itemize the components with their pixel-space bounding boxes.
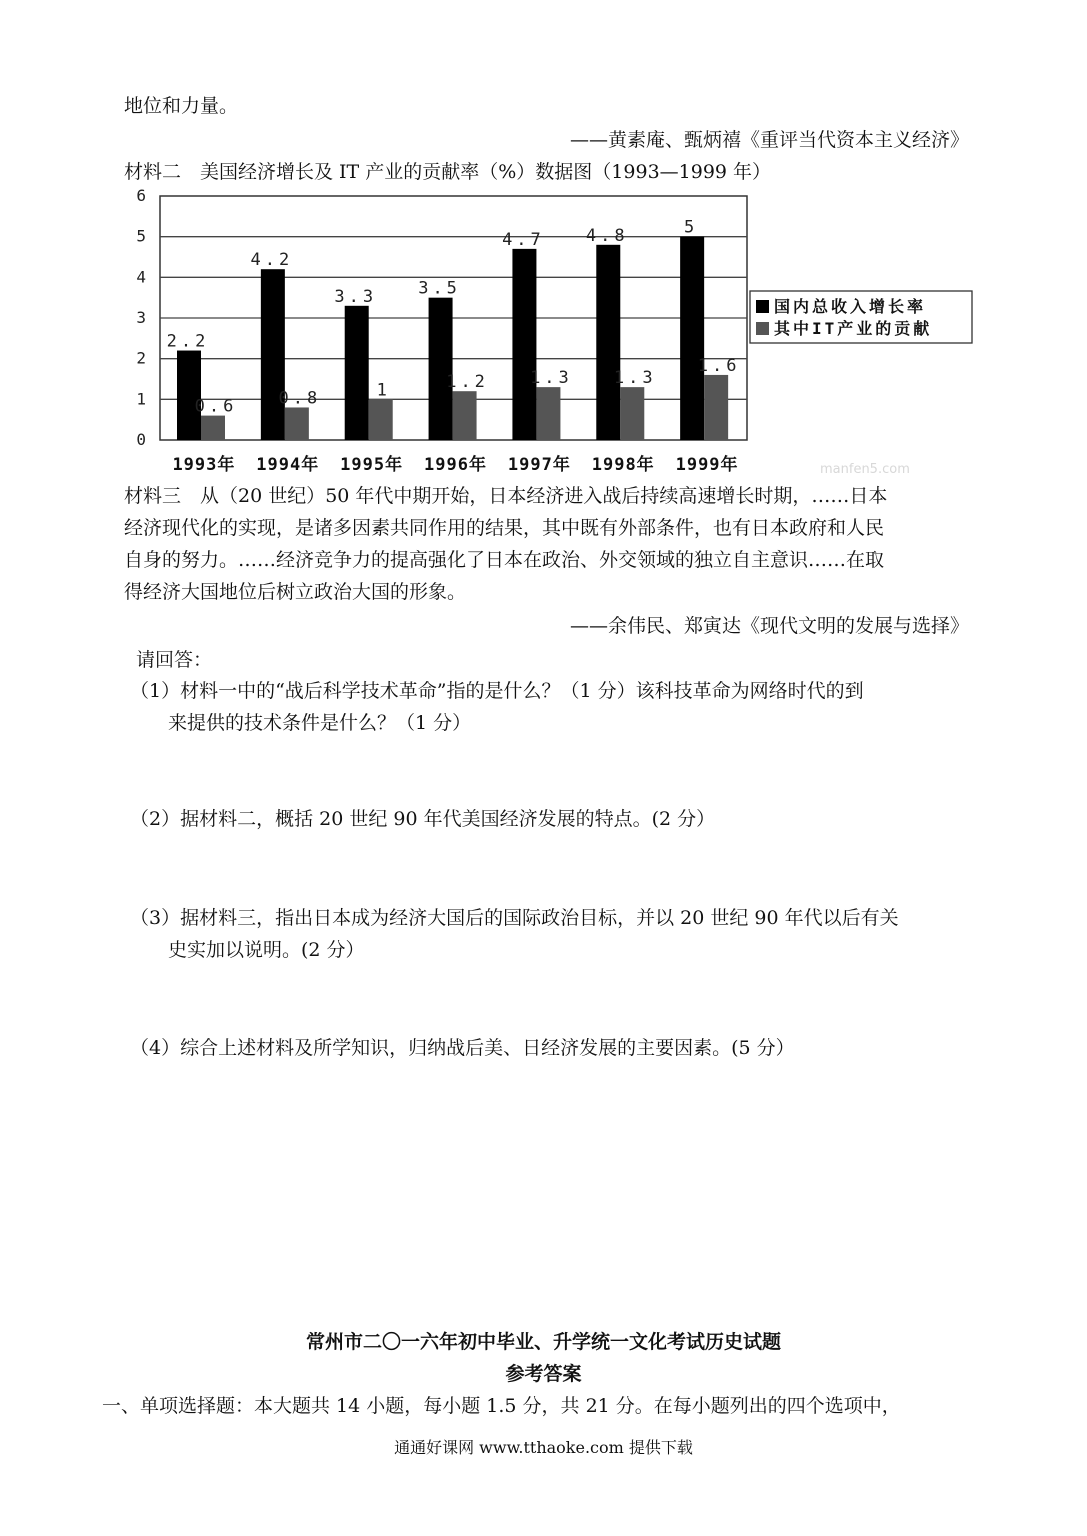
y-tick-label: 4 xyxy=(136,267,146,287)
data-label: 4.8 xyxy=(585,225,629,246)
question-three: （3）据材料三，指出日本成为经济大国后的国际政治目标，并以 20 世纪 90 年代以后有关 xyxy=(130,907,899,929)
question-two: （2）据材料二，概括 20 世纪 90 年代美国经济发展的特点。(2 分） xyxy=(130,808,716,830)
question-three-cont: 史实加以说明。(2 分） xyxy=(168,939,365,961)
bar-gdp xyxy=(429,298,453,440)
prompt-label: 请回答： xyxy=(136,649,213,671)
data-label: 5 xyxy=(684,217,699,238)
question-one-cont: 来提供的技术条件是什么？（1 分） xyxy=(168,712,472,734)
material-two-title: 材料二 美国经济增长及 IT 产业的贡献率（%）数据图（1993—1999 年） xyxy=(124,161,772,183)
question-four: （4）综合上述材料及所学知识，归纳战后美、日经济发展的主要因素。(5 分） xyxy=(130,1037,795,1059)
data-label: 0.6 xyxy=(194,396,238,417)
data-label: 1.2 xyxy=(446,372,489,393)
legend-swatch xyxy=(756,300,769,313)
y-tick-label: 3 xyxy=(136,308,146,327)
data-label: 0.8 xyxy=(278,388,322,409)
x-tick-label: 1995年 xyxy=(340,455,404,475)
bar-gdp xyxy=(512,249,536,440)
material-three-line: 自身的努力。……经济竞争力的提高强化了日本在政治、外交领域的独立自主意识……在取 xyxy=(124,549,885,571)
x-tick-label: 1993年 xyxy=(172,455,236,475)
y-tick-label: 1 xyxy=(136,389,146,409)
legend-label: 国内总收入增长率 xyxy=(774,297,927,316)
citation: ——黄素庵、甄炳禧《重评当代资本主义经济》 xyxy=(569,129,969,151)
data-label: 1.3 xyxy=(530,368,573,389)
bar-it xyxy=(704,375,728,440)
material-three-line: 得经济大国地位后树立政治大国的形象。 xyxy=(124,581,467,603)
data-label: 2.2 xyxy=(166,331,210,352)
watermark: manfen5.com xyxy=(820,462,910,477)
data-label: 1.6 xyxy=(697,355,741,376)
data-label: 3.3 xyxy=(334,286,378,307)
y-tick-label: 0 xyxy=(136,430,146,449)
footer: 通通好课网 www.tthaoke.com 提供下载 xyxy=(394,1438,693,1457)
data-label: 4.7 xyxy=(502,229,545,250)
bar-it xyxy=(536,387,560,440)
x-tick-label: 1996年 xyxy=(424,455,487,475)
y-tick-label: 6 xyxy=(136,186,146,205)
bar-gdp xyxy=(680,237,704,440)
answer-title: 常州市二〇一六年初中毕业、升学统一文化考试历史试题 xyxy=(305,1331,781,1353)
bar-it xyxy=(201,416,225,440)
bar-gdp xyxy=(596,245,620,440)
material-three-line: 经济现代化的实现，是诸多因素共同作用的结果，其中既有外部条件，也有日本政府和人民 xyxy=(124,517,885,539)
y-tick-label: 2 xyxy=(136,348,146,368)
citation: ——余伟民、郑寅达《现代文明的发展与选择》 xyxy=(569,615,969,637)
answer-subtitle: 参考答案 xyxy=(505,1363,582,1385)
text-line: 地位和力量。 xyxy=(124,95,239,117)
data-label: 1 xyxy=(376,380,391,401)
data-label: 3.5 xyxy=(418,278,461,299)
x-tick-label: 1999年 xyxy=(675,455,739,475)
data-label: 1.3 xyxy=(613,368,657,389)
bar-it xyxy=(285,407,309,440)
bar-it xyxy=(453,391,477,440)
x-tick-label: 1994年 xyxy=(256,455,320,475)
x-tick-label: 1997年 xyxy=(507,455,571,475)
x-tick-label: 1998年 xyxy=(591,455,655,475)
bar-it xyxy=(620,387,644,440)
data-label: 4.2 xyxy=(250,250,294,271)
material-three-line: 材料三 从（20 世纪）50 年代中期开始，日本经济进入战后持续高速增长时期，……日本 xyxy=(124,485,888,507)
y-tick-label: 5 xyxy=(136,226,146,246)
section-heading: 一、单项选择题：本大题共 14 小题，每小题 1.5 分，共 21 分。在每小题列出的四个选项中， xyxy=(102,1395,901,1417)
legend-label: 其中IT产业的贡献 xyxy=(774,319,933,338)
bar-it xyxy=(369,399,393,440)
legend-swatch xyxy=(756,322,769,335)
bar-gdp xyxy=(345,306,369,440)
bar-chart xyxy=(120,186,1000,486)
bar-gdp xyxy=(177,351,201,440)
bar-gdp xyxy=(261,269,285,440)
question-one: （1）材料一中的“战后科学技术革命”指的是什么？（1 分）该科技革命为网络时代的到 xyxy=(130,680,864,702)
